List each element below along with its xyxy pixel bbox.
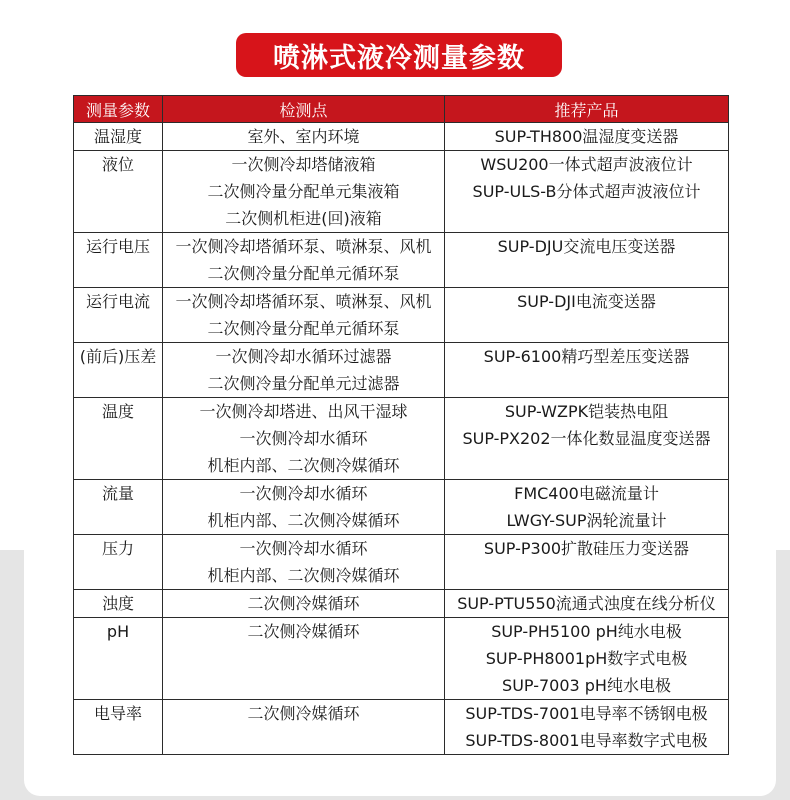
param-label: 流量 [101,484,134,503]
param-label: 温度 [101,402,134,421]
param-label: 运行电流 [85,292,150,311]
header-products: 推荐产品 [445,96,729,123]
product-line: SUP-TH800温湿度变送器 [494,127,679,146]
product-line [445,205,728,232]
point-line: 二次侧机柜进(回)液箱 [225,209,382,228]
table-row [74,123,729,151]
product-line [445,452,728,479]
product-line: SUP-DJU交流电压变送器 [497,237,676,256]
param-cell [74,618,163,700]
header-points: 检测点 [163,96,445,123]
product-line: SUP-PH8001pH数字式电极 [485,649,688,668]
points-cell [163,535,445,590]
point-line: 一次侧冷却塔储液箱 [231,155,376,174]
param-cell [74,535,163,590]
table-header-row [74,96,729,123]
table-row [74,151,729,233]
products-cell [445,590,729,618]
point-line: 二次侧冷媒循环 [247,594,360,613]
points-cell [163,233,445,288]
points-cell [163,343,445,398]
param-cell [74,700,163,755]
param-cell [74,590,163,618]
table-row [74,618,729,700]
param-cell [74,398,163,480]
product-line: SUP-TDS-8001电导率数字式电极 [465,731,708,750]
point-line: 机柜内部、二次侧冷媒循环 [207,511,400,530]
product-line: FMC400电磁流量计 [514,484,659,503]
point-line: 一次侧冷却塔进、出风干湿球 [199,402,408,421]
param-cell [74,288,163,343]
product-line: SUP-WZPK铠装热电阻 [504,402,669,421]
point-line: 机柜内部、二次侧冷媒循环 [207,456,400,475]
point-line [163,645,444,672]
products-cell [445,343,729,398]
param-label: 温湿度 [93,127,142,146]
table-body [74,123,729,755]
param-label: (前后)压差 [79,347,157,366]
table-row [74,700,729,755]
point-line: 一次侧冷却塔循环泵、喷淋泵、风机 [175,292,432,311]
points-cell [163,123,445,151]
param-label: 电导率 [93,704,142,723]
page-title: 喷淋式液冷测量参数 [236,33,562,77]
param-cell [74,480,163,535]
point-line: 室外、室内环境 [247,127,360,146]
param-cell [74,343,163,398]
product-line: SUP-DJI电流变送器 [517,292,656,311]
table-row [74,535,729,590]
product-line [445,562,728,589]
product-line: SUP-7003 pH纯水电极 [502,676,671,695]
table-row [74,343,729,398]
table-row [74,590,729,618]
points-cell [163,151,445,233]
product-line: SUP-TDS-7001电导率不锈钢电极 [465,704,708,723]
header-param: 测量参数 [74,96,163,123]
param-label: 运行电压 [85,237,150,256]
product-line: SUP-ULS-B分体式超声波液位计 [472,182,701,201]
products-cell [445,618,729,700]
point-line: 一次侧冷却水循环 [239,429,368,448]
point-line: 二次侧冷量分配单元循环泵 [207,264,400,283]
point-line: 二次侧冷量分配单元循环泵 [207,319,400,338]
product-line: SUP-PH5100 pH纯水电极 [491,622,682,641]
products-cell [445,288,729,343]
product-line: WSU200一体式超声波液位计 [480,155,693,174]
product-line: SUP-PTU550流通式浊度在线分析仪 [457,594,716,613]
point-line: 一次侧冷却水循环 [239,484,368,503]
point-line: 一次侧冷却水循环过滤器 [215,347,392,366]
products-cell [445,535,729,590]
parameter-table [73,95,729,755]
points-cell [163,700,445,755]
product-line [445,315,728,342]
param-cell [74,151,163,233]
points-cell [163,590,445,618]
param-cell [74,123,163,151]
product-line: SUP-6100精巧型差压变送器 [483,347,690,366]
products-cell [445,480,729,535]
param-label: 压力 [101,539,134,558]
points-cell [163,288,445,343]
point-line: 一次侧冷却塔循环泵、喷淋泵、风机 [175,237,432,256]
point-line [163,727,444,754]
table-row [74,233,729,288]
products-cell [445,700,729,755]
point-line: 二次侧冷量分配单元集液箱 [207,182,400,201]
products-cell [445,398,729,480]
product-line: LWGY-SUP涡轮流量计 [506,511,667,530]
param-label: 浊度 [101,594,134,613]
point-line: 二次侧冷量分配单元过滤器 [207,374,400,393]
products-cell [445,123,729,151]
points-cell [163,480,445,535]
product-line [445,370,728,397]
table-row [74,398,729,480]
products-cell [445,151,729,233]
param-label: 液位 [101,155,134,174]
point-line [163,672,444,699]
point-line: 一次侧冷却水循环 [239,539,368,558]
table-row [74,480,729,535]
products-cell [445,233,729,288]
param-label: pH [106,622,130,641]
table-row [74,288,729,343]
product-line [445,260,728,287]
point-line: 二次侧冷媒循环 [247,704,360,723]
product-line: SUP-PX202一体化数显温度变送器 [462,429,711,448]
point-line: 机柜内部、二次侧冷媒循环 [207,566,400,585]
points-cell [163,398,445,480]
point-line: 二次侧冷媒循环 [247,622,360,641]
product-line: SUP-P300扩散硅压力变送器 [483,539,690,558]
param-cell [74,233,163,288]
points-cell [163,618,445,700]
